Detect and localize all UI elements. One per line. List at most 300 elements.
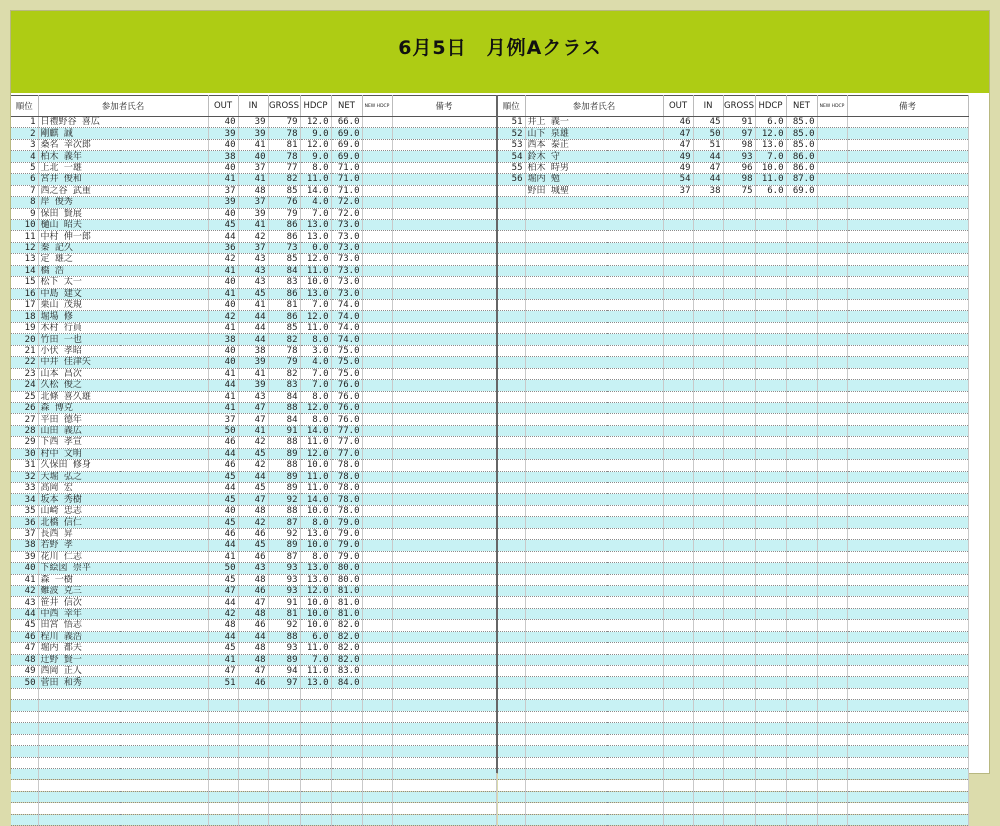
cell-empty	[362, 814, 392, 825]
cell-gross	[723, 311, 755, 322]
header-remarks: 備考	[392, 96, 496, 117]
header-name: 参加者氏名	[38, 96, 208, 117]
cell-hdcp: 12.0	[755, 128, 786, 139]
table-row	[498, 368, 968, 379]
cell-in	[693, 505, 723, 516]
cell-gross	[268, 814, 300, 825]
cell-empty	[392, 723, 496, 734]
cell-empty	[817, 711, 847, 722]
cell-empty	[817, 265, 847, 276]
cell-hdcp	[755, 460, 786, 471]
cell-net	[786, 654, 817, 665]
cell-gross: 92	[268, 528, 300, 539]
cell-net: 79.0	[331, 551, 362, 562]
cell-rank	[498, 494, 525, 505]
cell-name	[525, 791, 663, 802]
cell-net	[786, 380, 817, 391]
table-row	[498, 780, 968, 791]
cell-hdcp	[755, 197, 786, 208]
cell-gross	[723, 277, 755, 288]
cell-gross	[723, 631, 755, 642]
cell-net	[786, 483, 817, 494]
cell-in: 39	[238, 128, 268, 139]
cell-net	[786, 666, 817, 677]
cell-out: 41	[208, 402, 238, 413]
cell-hdcp	[755, 643, 786, 654]
cell-rank: 33	[11, 483, 38, 494]
cell-empty	[847, 677, 968, 688]
cell-empty	[392, 231, 496, 242]
cell-gross: 73	[268, 242, 300, 253]
table-row	[11, 391, 496, 402]
cell-in: 39	[238, 357, 268, 368]
cell-net	[331, 734, 362, 745]
cell-gross: 94	[268, 666, 300, 677]
cell-gross: 92	[268, 494, 300, 505]
cell-out	[663, 288, 693, 299]
cell-out: 48	[208, 620, 238, 631]
cell-empty	[847, 185, 968, 196]
cell-hdcp	[755, 677, 786, 688]
cell-rank	[498, 746, 525, 757]
cell-hdcp: 13.0	[300, 528, 331, 539]
cell-net: 71.0	[331, 174, 362, 185]
cell-in: 47	[238, 402, 268, 413]
cell-name: 岸 俊秀	[38, 197, 208, 208]
cell-out	[663, 666, 693, 677]
cell-net	[786, 494, 817, 505]
cell-empty	[817, 322, 847, 333]
cell-empty	[847, 528, 968, 539]
cell-empty	[392, 471, 496, 482]
cell-net	[786, 231, 817, 242]
cell-rank	[498, 711, 525, 722]
cell-net	[786, 300, 817, 311]
cell-empty	[847, 746, 968, 757]
cell-out	[663, 208, 693, 219]
cell-net: 78.0	[331, 505, 362, 516]
cell-empty	[817, 151, 847, 162]
cell-net: 84.0	[331, 677, 362, 688]
cell-rank: 12	[11, 242, 38, 253]
cell-out	[208, 780, 238, 791]
cell-out: 45	[208, 643, 238, 654]
cell-in	[693, 643, 723, 654]
table-row	[498, 174, 968, 185]
cell-name: 北條 喜久雄	[38, 391, 208, 402]
cell-out	[663, 231, 693, 242]
cell-out: 42	[208, 608, 238, 619]
cell-net: 82.0	[331, 631, 362, 642]
cell-out: 50	[208, 425, 238, 436]
cell-net	[786, 517, 817, 528]
cell-in: 42	[238, 231, 268, 242]
table-row	[498, 768, 968, 779]
cell-hdcp: 7.0	[300, 208, 331, 219]
cell-in	[693, 311, 723, 322]
cell-in	[238, 746, 268, 757]
cell-empty	[817, 585, 847, 596]
cell-out	[663, 711, 693, 722]
cell-name	[525, 608, 663, 619]
cell-empty	[392, 288, 496, 299]
cell-empty	[817, 505, 847, 516]
cell-hdcp: 10.0	[755, 162, 786, 173]
cell-rank: 28	[11, 425, 38, 436]
cell-rank	[498, 791, 525, 802]
cell-rank: 49	[11, 666, 38, 677]
cell-in: 43	[238, 563, 268, 574]
cell-empty	[847, 174, 968, 185]
cell-empty	[817, 437, 847, 448]
cell-gross	[723, 814, 755, 825]
cell-name: 鈴木 守	[525, 151, 663, 162]
cell-empty	[847, 391, 968, 402]
cell-net	[786, 620, 817, 631]
cell-in	[693, 734, 723, 745]
cell-net	[786, 322, 817, 333]
cell-in: 44	[238, 334, 268, 345]
cell-gross: 79	[268, 208, 300, 219]
cell-net: 81.0	[331, 608, 362, 619]
cell-hdcp: 11.0	[300, 483, 331, 494]
cell-gross: 89	[268, 448, 300, 459]
cell-hdcp	[300, 700, 331, 711]
cell-out: 41	[208, 368, 238, 379]
cell-name	[525, 368, 663, 379]
cell-in	[693, 448, 723, 459]
cell-empty	[362, 471, 392, 482]
cell-empty	[847, 791, 968, 802]
cell-name	[525, 414, 663, 425]
cell-empty	[392, 711, 496, 722]
table-row	[11, 631, 496, 642]
cell-in: 38	[693, 185, 723, 196]
cell-empty	[392, 311, 496, 322]
cell-out	[663, 746, 693, 757]
cell-hdcp	[755, 723, 786, 734]
cell-gross: 81	[268, 300, 300, 311]
table-row	[498, 563, 968, 574]
cell-out: 40	[208, 117, 238, 128]
cell-empty	[817, 734, 847, 745]
cell-rank: 14	[11, 265, 38, 276]
cell-in: 48	[238, 608, 268, 619]
cell-rank: 24	[11, 380, 38, 391]
cell-gross: 91	[723, 117, 755, 128]
table-row	[498, 505, 968, 516]
cell-in	[693, 265, 723, 276]
cell-name	[525, 711, 663, 722]
cell-hdcp: 10.0	[300, 540, 331, 551]
cell-empty	[362, 357, 392, 368]
table-row	[498, 242, 968, 253]
table-row	[11, 723, 496, 734]
table-row	[498, 300, 968, 311]
cell-gross	[723, 460, 755, 471]
cell-rank: 55	[498, 162, 525, 173]
cell-empty	[817, 574, 847, 585]
cell-name	[525, 300, 663, 311]
cell-out	[663, 494, 693, 505]
cell-in: 46	[238, 620, 268, 631]
cell-in	[693, 768, 723, 779]
cell-rank	[498, 242, 525, 253]
cell-rank	[498, 574, 525, 585]
cell-out	[663, 528, 693, 539]
cell-gross: 76	[268, 197, 300, 208]
table-row	[498, 460, 968, 471]
cell-rank: 37	[11, 528, 38, 539]
cell-in: 42	[238, 517, 268, 528]
cell-hdcp: 13.0	[300, 574, 331, 585]
cell-gross: 96	[723, 162, 755, 173]
cell-hdcp: 7.0	[300, 380, 331, 391]
cell-name: 森 博克	[38, 402, 208, 413]
cell-name	[38, 791, 208, 802]
cell-gross	[723, 608, 755, 619]
cell-empty	[362, 322, 392, 333]
cell-in: 46	[238, 551, 268, 562]
cell-empty	[817, 208, 847, 219]
cell-hdcp	[300, 734, 331, 745]
cell-empty	[362, 791, 392, 802]
cell-net	[786, 357, 817, 368]
cell-rank: 26	[11, 402, 38, 413]
cell-net	[786, 768, 817, 779]
cell-name: 難波 克三	[38, 585, 208, 596]
cell-empty	[362, 460, 392, 471]
cell-gross	[268, 803, 300, 814]
cell-hdcp	[755, 368, 786, 379]
cell-hdcp	[755, 208, 786, 219]
cell-rank: 13	[11, 254, 38, 265]
cell-empty	[392, 608, 496, 619]
cell-out	[663, 643, 693, 654]
table-row	[498, 791, 968, 802]
table-row	[11, 734, 496, 745]
cell-gross: 93	[268, 585, 300, 596]
cell-net	[786, 746, 817, 757]
cell-hdcp	[755, 380, 786, 391]
cell-net: 79.0	[331, 540, 362, 551]
table-row	[498, 197, 968, 208]
cell-in: 44	[693, 151, 723, 162]
cell-hdcp	[300, 803, 331, 814]
cell-in: 39	[238, 117, 268, 128]
cell-hdcp: 13.0	[755, 139, 786, 150]
cell-empty	[362, 585, 392, 596]
cell-rank: 40	[11, 563, 38, 574]
cell-empty	[392, 117, 496, 128]
cell-net: 81.0	[331, 597, 362, 608]
cell-in	[693, 597, 723, 608]
cell-empty	[817, 174, 847, 185]
cell-out: 44	[208, 631, 238, 642]
cell-in: 40	[238, 151, 268, 162]
cell-empty	[392, 643, 496, 654]
cell-empty	[392, 734, 496, 745]
cell-rank: 20	[11, 334, 38, 345]
cell-net: 76.0	[331, 391, 362, 402]
cell-hdcp: 7.0	[300, 300, 331, 311]
cell-empty	[362, 757, 392, 768]
table-row	[11, 688, 496, 699]
cell-gross	[723, 380, 755, 391]
cell-in: 44	[238, 631, 268, 642]
cell-hdcp: 11.0	[300, 174, 331, 185]
cell-empty	[847, 254, 968, 265]
cell-out	[208, 700, 238, 711]
cell-empty	[817, 631, 847, 642]
cell-rank	[11, 734, 38, 745]
cell-net: 72.0	[331, 197, 362, 208]
cell-hdcp	[755, 574, 786, 585]
table-row	[11, 460, 496, 471]
cell-out: 41	[208, 654, 238, 665]
cell-gross	[723, 711, 755, 722]
cell-in: 41	[238, 219, 268, 230]
cell-gross	[268, 723, 300, 734]
cell-name	[525, 380, 663, 391]
cell-out: 46	[208, 528, 238, 539]
cell-empty	[392, 666, 496, 677]
cell-gross	[723, 746, 755, 757]
cell-net: 73.0	[331, 277, 362, 288]
cell-hdcp	[755, 757, 786, 768]
cell-in	[693, 574, 723, 585]
cell-hdcp	[300, 791, 331, 802]
cell-in	[693, 300, 723, 311]
cell-empty	[847, 700, 968, 711]
cell-out: 44	[208, 540, 238, 551]
cell-rank: 6	[11, 174, 38, 185]
cell-net: 69.0	[331, 139, 362, 150]
table-row	[498, 643, 968, 654]
cell-net: 75.0	[331, 368, 362, 379]
cell-hdcp	[300, 768, 331, 779]
cell-in	[693, 723, 723, 734]
cell-in: 41	[238, 368, 268, 379]
cell-in	[693, 460, 723, 471]
cell-net	[786, 460, 817, 471]
cell-out: 44	[208, 597, 238, 608]
cell-net	[331, 688, 362, 699]
cell-empty	[392, 585, 496, 596]
table-row	[11, 277, 496, 288]
results-table-right	[498, 95, 969, 826]
table-row	[498, 677, 968, 688]
cell-name: 堀内 勉	[525, 174, 663, 185]
cell-in	[693, 757, 723, 768]
cell-rank: 42	[11, 585, 38, 596]
cell-name: 小伏 孝昭	[38, 345, 208, 356]
cell-out	[663, 734, 693, 745]
cell-rank	[498, 620, 525, 631]
cell-gross	[723, 768, 755, 779]
cell-net	[786, 448, 817, 459]
cell-gross: 93	[723, 151, 755, 162]
cell-name	[38, 734, 208, 745]
table-row	[498, 265, 968, 276]
table-row	[11, 117, 496, 128]
header-new-hdcp: NEW HDCP	[817, 96, 847, 117]
cell-name: 高岡 宏	[38, 483, 208, 494]
cell-name	[525, 265, 663, 276]
table-row	[498, 551, 968, 562]
cell-net	[331, 711, 362, 722]
cell-rank: 54	[498, 151, 525, 162]
page-title: 6月5日 月例Aクラス	[398, 37, 602, 59]
cell-rank: 29	[11, 437, 38, 448]
header-net: NET	[331, 96, 362, 117]
cell-name	[525, 780, 663, 791]
cell-in: 43	[238, 391, 268, 402]
table-row	[498, 437, 968, 448]
cell-empty	[817, 597, 847, 608]
cell-empty	[847, 368, 968, 379]
cell-empty	[392, 300, 496, 311]
cell-in: 45	[238, 288, 268, 299]
cell-rank: 35	[11, 505, 38, 516]
cell-empty	[817, 780, 847, 791]
cell-rank	[498, 528, 525, 539]
cell-name	[525, 322, 663, 333]
cell-empty	[392, 597, 496, 608]
cell-net: 74.0	[331, 300, 362, 311]
cell-name	[38, 814, 208, 825]
cell-in	[693, 608, 723, 619]
cell-net: 71.0	[331, 162, 362, 173]
cell-empty	[847, 345, 968, 356]
cell-in: 48	[238, 185, 268, 196]
cell-in	[693, 791, 723, 802]
table-row	[498, 483, 968, 494]
table-row	[11, 437, 496, 448]
cell-empty	[362, 265, 392, 276]
cell-hdcp	[755, 540, 786, 551]
cell-rank	[498, 300, 525, 311]
table-row	[498, 757, 968, 768]
cell-net	[786, 437, 817, 448]
cell-empty	[847, 448, 968, 459]
cell-gross	[268, 711, 300, 722]
cell-gross	[268, 746, 300, 757]
cell-gross: 82	[268, 368, 300, 379]
cell-gross: 81	[268, 139, 300, 150]
cell-rank: 18	[11, 311, 38, 322]
cell-empty	[362, 620, 392, 631]
cell-out	[663, 425, 693, 436]
cell-name	[525, 631, 663, 642]
table-row	[498, 208, 968, 219]
cell-rank: 1	[11, 117, 38, 128]
cell-in	[693, 540, 723, 551]
cell-net	[786, 814, 817, 825]
cell-hdcp: 11.0	[755, 174, 786, 185]
cell-empty	[392, 242, 496, 253]
cell-in	[693, 654, 723, 665]
table-row	[498, 117, 968, 128]
cell-name	[525, 471, 663, 482]
cell-empty	[847, 242, 968, 253]
cell-hdcp	[300, 757, 331, 768]
cell-in: 37	[238, 197, 268, 208]
cell-gross	[723, 219, 755, 230]
table-row	[498, 402, 968, 413]
cell-rank	[498, 425, 525, 436]
cell-out: 47	[208, 666, 238, 677]
